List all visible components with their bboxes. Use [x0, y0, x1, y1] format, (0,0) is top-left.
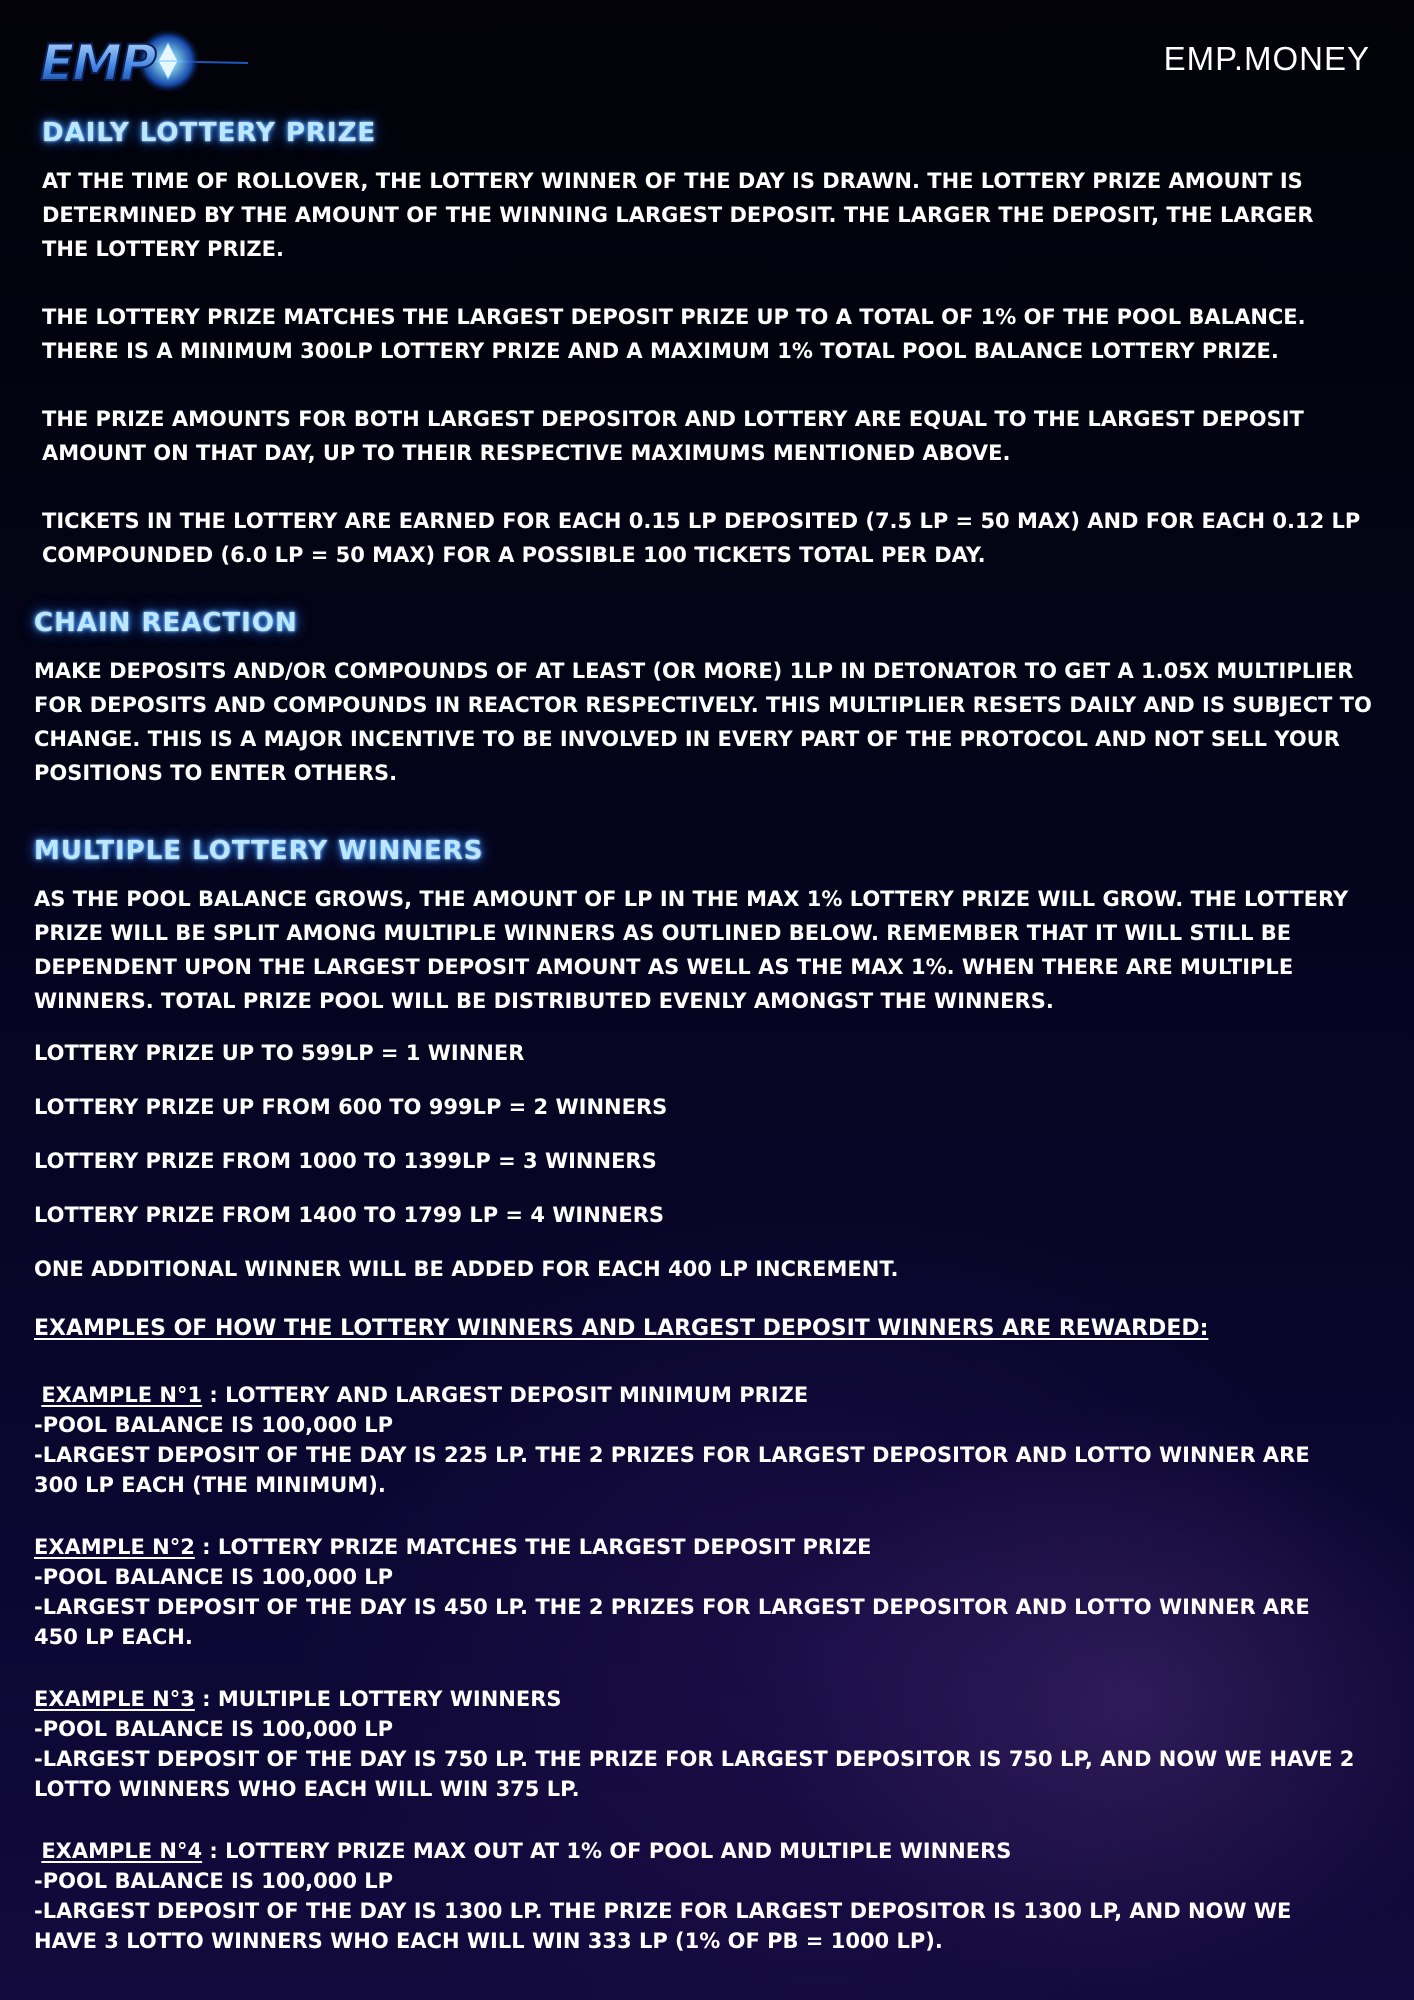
example-label: EXAMPLE N°2	[34, 1535, 195, 1559]
tier-item: LOTTERY PRIZE FROM 1000 TO 1399LP = 3 WINNERS	[34, 1149, 657, 1173]
example-line: 300 LP EACH (THE MINIMUM).	[34, 1473, 386, 1497]
logo-text: EMP	[40, 34, 155, 92]
examples-section	[0, 1314, 1414, 1956]
tier-item: LOTTERY PRIZE UP FROM 600 TO 999LP = 2 WINNERS	[34, 1095, 668, 1119]
example-title: : LOTTERY PRIZE MAX OUT AT 1% OF POOL AND MULTIPLE WINNERS	[202, 1839, 1012, 1863]
chain-reaction-section	[0, 608, 1414, 790]
example-line: -LARGEST DEPOSIT OF THE DAY IS 750 LP. THE PRIZE FOR LARGEST DEPOSITOR IS 750 LP, AND NOW WE HAVE 2	[34, 1747, 1355, 1771]
multiple-winners-section	[0, 836, 1414, 1284]
paragraph: AT THE TIME OF ROLLOVER, THE LOTTERY WINNER OF THE DAY IS DRAWN. THE LOTTERY PRIZE AMOUNT IS DETERMINED BY THE AMOUNT OF THE WINNING LARGEST DEPOSIT. THE LARGER THE DEPOSIT, THE LARGER THE LOTTERY PRIZE.	[42, 169, 1314, 261]
daily-lottery-section	[0, 118, 1414, 572]
example-line: -POOL BALANCE IS 100,000 LP	[34, 1565, 394, 1589]
paragraph: THE LOTTERY PRIZE MATCHES THE LARGEST DEPOSIT PRIZE UP TO A TOTAL OF 1% OF THE POOL BALANCE. THERE IS A MINIMUM 300LP LOTTERY PRIZE AND A MAXIMUM 1% TOTAL POOL BALANCE LOTTERY PRIZE.	[42, 305, 1306, 363]
example-line: -LARGEST DEPOSIT OF THE DAY IS 225 LP. THE 2 PRIZES FOR LARGEST DEPOSITOR AND LOTTO WINNER ARE	[34, 1443, 1310, 1467]
paragraph: AS THE POOL BALANCE GROWS, THE AMOUNT OF LP IN THE MAX 1% LOTTERY PRIZE WILL GROW. THE LOTTERY PRIZE WILL BE SPLIT AMONG MULTIPLE WINNERS AS OUTLINED BELOW. REMEMBER THAT IT WILL STILL BE DEPENDENT UPON THE LARGEST DEPOSIT AMOUNT AS WELL AS THE MAX 1%. WHEN THERE ARE MULTIPLE WINNERS. TOTAL PRIZE POOL WILL BE DISTRIBUTED EVENLY AMONGST THE WINNERS.	[34, 887, 1349, 1013]
tier-item: ONE ADDITIONAL WINNER WILL BE ADDED FOR EACH 400 LP INCREMENT.	[34, 1257, 899, 1281]
example-line: -POOL BALANCE IS 100,000 LP	[34, 1869, 394, 1893]
paragraph: TICKETS IN THE LOTTERY ARE EARNED FOR EACH 0.15 LP DEPOSITED (7.5 LP = 50 MAX) AND FOR EACH 0.12 LP COMPOUNDED (6.0 LP = 50 MAX) FOR A POSSIBLE 100 TICKETS TOTAL PER DAY.	[42, 509, 1361, 567]
example-line: -POOL BALANCE IS 100,000 LP	[34, 1717, 394, 1741]
tier-item: LOTTERY PRIZE FROM 1400 TO 1799 LP = 4 WINNERS	[34, 1203, 665, 1227]
section-heading: CHAIN REACTION	[34, 608, 298, 638]
example-line: -POOL BALANCE IS 100,000 LP	[34, 1413, 394, 1437]
examples-heading: EXAMPLES OF HOW THE LOTTERY WINNERS AND LARGEST DEPOSIT WINNERS ARE REWARDED:	[34, 1316, 1209, 1341]
example-line: -LARGEST DEPOSIT OF THE DAY IS 450 LP. THE 2 PRIZES FOR LARGEST DEPOSITOR AND LOTTO WINNER ARE	[34, 1595, 1310, 1619]
section-heading: MULTIPLE LOTTERY WINNERS	[34, 836, 484, 866]
example-label: EXAMPLE N°3	[34, 1687, 195, 1711]
example-line: -LARGEST DEPOSIT OF THE DAY IS 1300 LP. THE PRIZE FOR LARGEST DEPOSITOR IS 1300 LP, AND NOW WE	[34, 1899, 1292, 1923]
example-line: 450 LP EACH.	[34, 1625, 193, 1649]
header	[0, 0, 1414, 110]
section-heading: DAILY LOTTERY PRIZE	[42, 118, 377, 148]
example-block	[34, 1380, 1414, 1500]
example-line: HAVE 3 LOTTO WINNERS WHO EACH WILL WIN 333 LP (1% OF PB = 1000 LP).	[34, 1929, 943, 1953]
example-block	[34, 1836, 1414, 1956]
paragraph: THE PRIZE AMOUNTS FOR BOTH LARGEST DEPOSITOR AND LOTTERY ARE EQUAL TO THE LARGEST DEPOSIT AMOUNT ON THAT DAY, UP TO THEIR RESPECTIVE MAXIMUMS MENTIONED ABOVE.	[42, 407, 1304, 465]
emp-logo[interactable]	[38, 28, 248, 98]
paragraph: MAKE DEPOSITS AND/OR COMPOUNDS OF AT LEAST (OR MORE) 1LP IN DETONATOR TO GET A 1.05X MULTIPLIER FOR DEPOSITS AND COMPOUNDS IN REACTOR RESPECTIVELY. THIS MULTIPLIER RESETS DAILY AND IS SUBJECT TO CHANGE. THIS IS A MAJOR INCENTIVE TO BE INVOLVED IN EVERY PART OF THE PROTOCOL AND NOT SELL YOUR POSITIONS TO ENTER OTHERS.	[34, 659, 1372, 785]
site-name[interactable]: EMP.MONEY	[1163, 40, 1370, 77]
example-title: : LOTTERY AND LARGEST DEPOSIT MINIMUM PRIZE	[202, 1383, 809, 1407]
example-line: LOTTO WINNERS WHO EACH WILL WIN 375 LP.	[34, 1777, 580, 1801]
example-label: EXAMPLE N°4	[41, 1839, 203, 1863]
example-title: : MULTIPLE LOTTERY WINNERS	[194, 1687, 562, 1711]
tier-item: LOTTERY PRIZE UP TO 599LP = 1 WINNER	[34, 1041, 525, 1065]
tier-list	[34, 1038, 1414, 1284]
example-title: : LOTTERY PRIZE MATCHES THE LARGEST DEPOSIT PRIZE	[194, 1535, 872, 1559]
example-block	[34, 1684, 1414, 1804]
example-block	[34, 1532, 1414, 1652]
example-label: EXAMPLE N°1	[41, 1383, 203, 1407]
